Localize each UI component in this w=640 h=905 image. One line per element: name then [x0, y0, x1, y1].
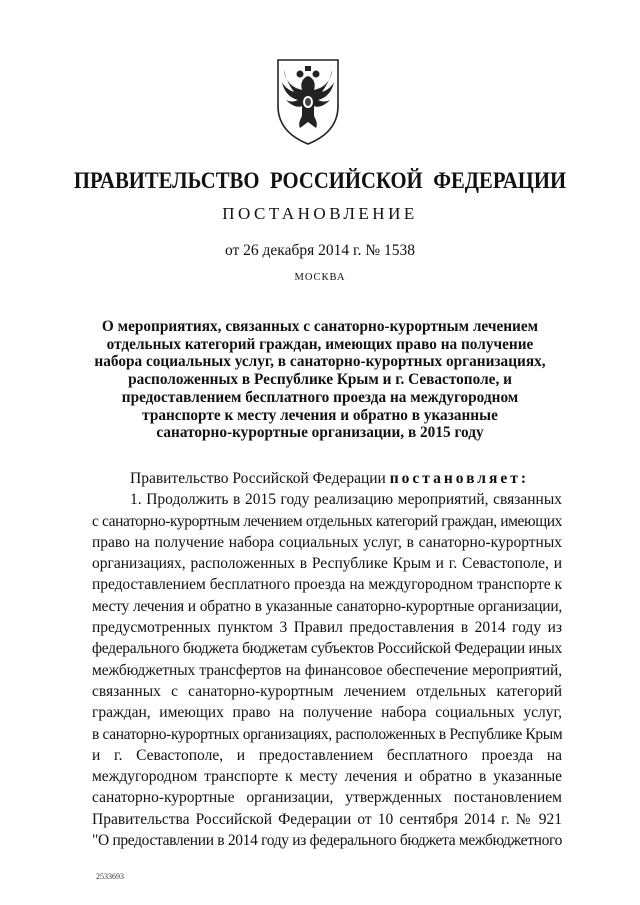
decree-word: постановляет:: [389, 470, 530, 487]
body-line: связанных с санаторно-курортным лечением отдельных категорий: [92, 682, 562, 700]
body-line: санаторно-курортные организации, утвержденных постановлением: [92, 789, 562, 807]
body-line: междугородном транспорте к месту лечения и обратно в указанные: [92, 768, 562, 786]
body-line: граждан, имеющих право на получение набора социальных услуг,: [92, 704, 562, 722]
subject-line: набора социальных услуг, в санаторно-курортных организациях,: [94, 353, 546, 371]
subject-line: санаторно-курортные организации, в 2015 году: [156, 424, 484, 442]
body-line: право на получение набора социальных услуг, в санаторно-курортных: [92, 533, 562, 551]
body-line: Правительства Российской Федерации от 10 сентября 2014 г. № 921: [92, 810, 562, 828]
document-subject: [0, 318, 640, 442]
subject-line: отдельных категорий граждан, имеющих право на получение: [106, 335, 534, 353]
body-line: 1. Продолжить в 2015 году реализацию мероприятий, связанных: [130, 491, 562, 509]
preamble-text: Правительство Российской Федерации: [130, 470, 386, 487]
body-line: с санаторно-курортным лечением отдельных категорий граждан, имеющих: [92, 512, 562, 530]
body-line: предоставлением бесплатного проезда на междугородном транспорте к: [92, 576, 562, 594]
government-title: ПРАВИТЕЛЬСТВО РОССИЙСКОЙ ФЕДЕРАЦИИ: [73, 168, 567, 193]
body-line: организациях, расположенных в Республике Крым и г. Севастополе, и: [92, 555, 562, 573]
body-line: в санаторно-курортных организациях, расположенных в Республике Крым: [92, 725, 562, 743]
document-code: 2533693: [96, 872, 124, 881]
document-city: МОСКВА: [294, 272, 346, 283]
body-line: "О предоставлении в 2014 году из федерального бюджета межбюджетного: [92, 832, 562, 850]
body-line: предусмотренных пунктом 3 Правил предоставления в 2014 году из: [92, 619, 562, 637]
body-line: межбюджетных трансфертов на финансовое обеспечение мероприятий,: [92, 661, 562, 679]
body-line: и г. Севастополе, и предоставлением бесплатного проезда на: [92, 746, 562, 764]
preamble: [92, 468, 562, 489]
subject-line: транспорте к месту лечения и обратно в указанные: [142, 406, 498, 424]
body-line: месту лечения и обратно в указанные санаторно-курортные организации,: [92, 597, 562, 615]
subject-line: предоставлением бесплатного проезда на междугородном: [121, 388, 519, 406]
document-date-number: от 26 декабря 2014 г. № 1538: [224, 242, 416, 259]
document-body: [92, 468, 562, 851]
coat-of-arms-icon: [272, 54, 344, 146]
document-type: ПОСТАНОВЛЕНИЕ: [222, 204, 418, 223]
subject-line: О мероприятиях, связанных с санаторно-курортным лечением: [101, 318, 539, 335]
body-line: федерального бюджета бюджетам субъектов Российской Федерации иных: [92, 640, 562, 658]
subject-line: расположенных в Республике Крым и г. Севастополе, и: [128, 371, 512, 389]
